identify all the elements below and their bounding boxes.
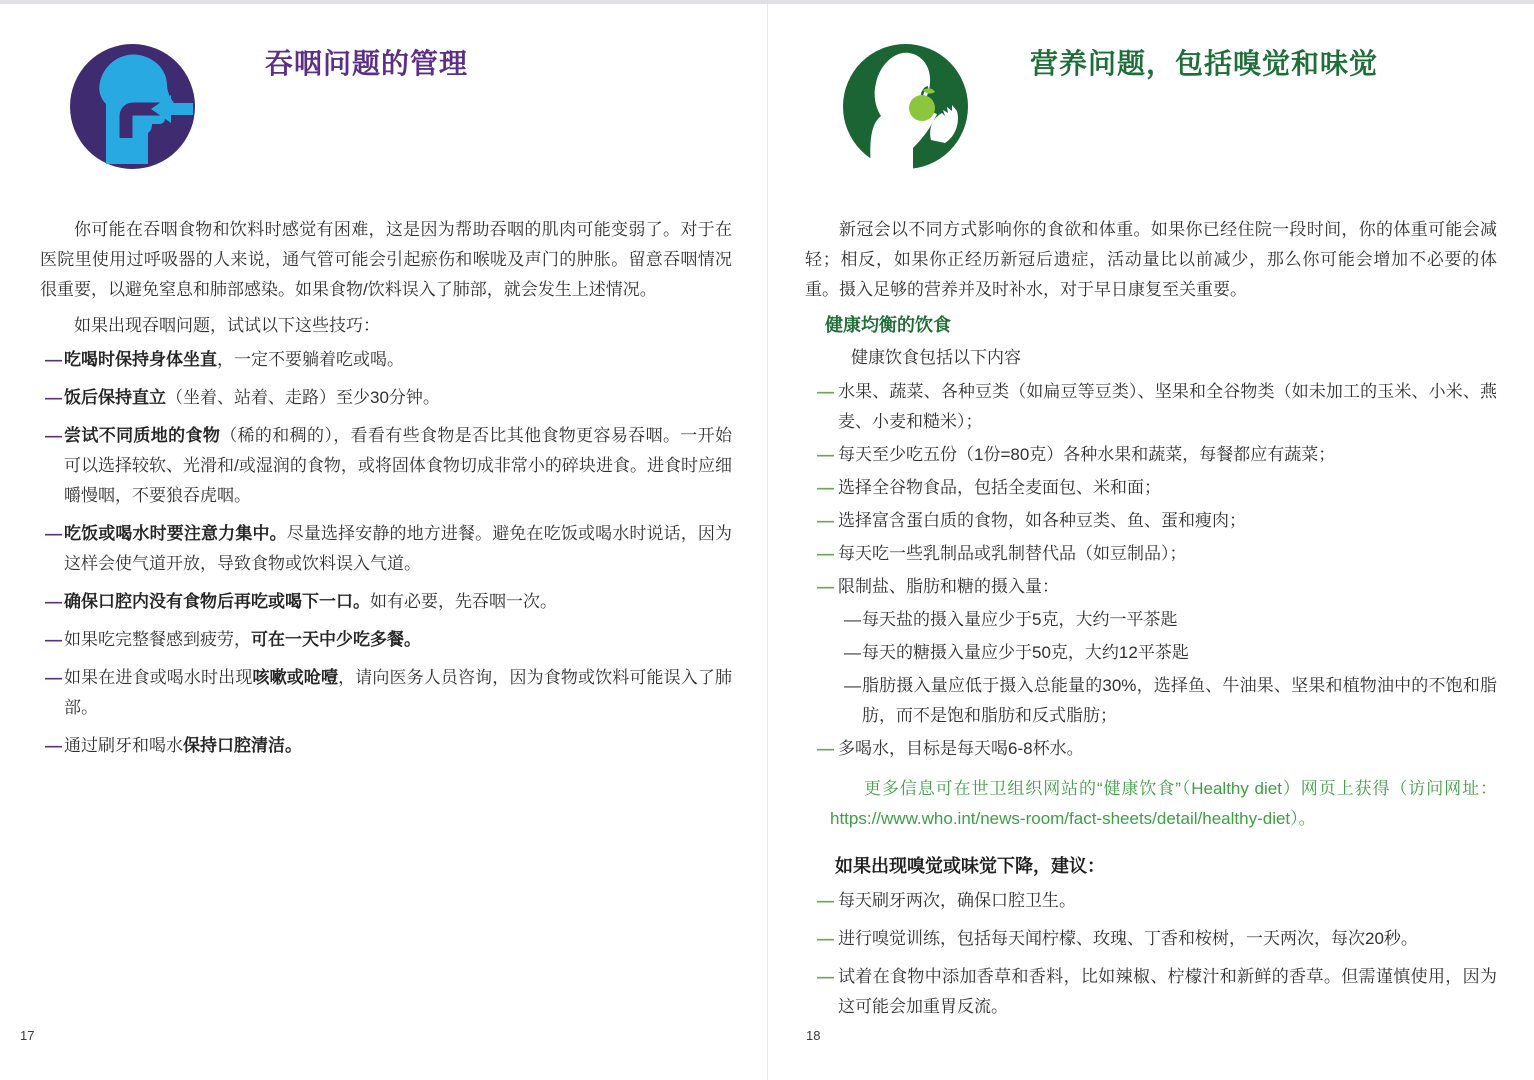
- swallowing-head-icon: [70, 44, 195, 169]
- smell-taste-heading: 如果出现嗅觉或味觉下降，建议：: [835, 856, 1105, 876]
- page-17-swallowing: [40, 40, 732, 769]
- dash-bullet-icon: —: [45, 630, 62, 649]
- dash-bullet-icon: —: [45, 736, 62, 755]
- dash-sub-bullet-icon: —: [844, 676, 861, 695]
- dash-bullet-icon: —: [817, 577, 834, 596]
- salt-sub-item: [805, 605, 1497, 635]
- smell-text: 进行嗅觉训练，包括每天闻柠檬、玫瑰、丁香和桉树，一天两次，每次20秒。: [838, 929, 1418, 948]
- tip-text: 尝试不同质地的食物（稀的和稠的），看看有些食物是否比其他食物更容易吞咽。一开始可以选择较软、光滑和/或湿润的食物，或将固体食物切成非常小的碎块进食。进食时应细嚼慢咽，不要狼吞虎咽。: [64, 426, 733, 505]
- dash-sub-bullet-icon: —: [844, 610, 861, 629]
- tip-item-1: [40, 345, 732, 375]
- dash-bullet-icon: —: [817, 445, 834, 464]
- page-divider-line: [767, 4, 768, 1080]
- diet-item-3: [805, 473, 1497, 503]
- tip-item-8: [40, 731, 732, 761]
- intro-paragraph: 新冠会以不同方式影响你的食欲和体重。如果你已经住院一段时间，你的体重可能会减轻；相反，如果你正经历新冠后遗症，活动量比以前减少，那么你可能会增加不必要的体重。摄入足够的营养并及时补水，对于早日康复至关重要。: [805, 220, 1497, 299]
- sub-text: 每天盐的摄入量应少于5克，大约一平茶匙: [862, 610, 1178, 629]
- dash-bullet-icon: —: [45, 350, 62, 369]
- who-healthy-diet-link-text: 更多信息可在世卫组织网站的“健康饮食”（Healthy diet）网页上获得（访问网址：https://www.who.int/news-room/fact-sheets/detail/healthy-diet）。: [830, 779, 1497, 828]
- tip-text: 如果在进食或喝水时出现咳嗽或呛噎，请向医务人员咨询，因为食物或饮料可能误入了肺部。: [64, 668, 733, 717]
- dash-sub-bullet-icon: —: [844, 643, 861, 662]
- tip-text: 通过刷牙和喝水保持口腔清洁。: [64, 736, 302, 755]
- tip-item-5: [40, 587, 732, 617]
- diet-text: 选择富含蛋白质的食物，如各种豆类、鱼、蛋和瘦肉；: [838, 511, 1246, 530]
- dash-bullet-icon: —: [45, 668, 62, 687]
- diet-item-2: [805, 440, 1497, 470]
- page-title-nutrition: 营养问题，包括嗅觉和味觉: [1030, 48, 1379, 79]
- dash-bullet-icon: —: [817, 929, 834, 948]
- page-18-header: [805, 40, 1497, 215]
- dash-bullet-icon: —: [817, 511, 834, 530]
- tips-lead-line: 如果出现吞咽问题，试试以下这些技巧：: [74, 316, 380, 335]
- dash-bullet-icon: —: [45, 592, 62, 611]
- page-number-18: 18: [806, 1028, 821, 1043]
- diet-lead-line: 健康饮食包括以下内容: [851, 348, 1021, 367]
- smell-item-3: [805, 962, 1497, 1022]
- tip-item-2: [40, 383, 732, 413]
- page-17-header: [40, 40, 732, 215]
- diet-item-1: [805, 377, 1497, 437]
- sub-text: 每天的糖摄入量应少于50克，大约12平茶匙: [862, 643, 1189, 662]
- dash-bullet-icon: —: [45, 524, 62, 543]
- person-eating-apple-icon: [843, 44, 968, 169]
- diet-item-4: [805, 506, 1497, 536]
- tip-text: 饭后保持直立（坐着、站着、走路）至少30分钟。: [64, 388, 440, 407]
- fat-sub-item: [805, 671, 1497, 731]
- page-title-swallowing: 吞咽问题的管理: [265, 48, 469, 79]
- dash-bullet-icon: —: [45, 426, 62, 445]
- tip-text: 吃饭或喝水时要注意力集中。尽量选择安静的地方进餐。避免在吃饭或喝水时说话，因为这样会使气道开放，导致食物或饮料误入气道。: [64, 524, 733, 573]
- smell-text: 试着在食物中添加香草和香料，比如辣椒、柠檬汁和新鲜的香草。但需谨慎使用，因为这可能会加重胃反流。: [838, 967, 1497, 1016]
- diet-text: 每天吃一些乳制品或乳制替代品（如豆制品）；: [838, 544, 1187, 563]
- healthy-diet-heading: 健康均衡的饮食: [825, 315, 951, 335]
- tip-item-7: [40, 663, 732, 723]
- tip-text: 如果吃完整餐感到疲劳，可在一天中少吃多餐。: [64, 630, 421, 649]
- tip-item-3: [40, 421, 732, 511]
- diet-item-5: [805, 539, 1497, 569]
- dash-bullet-icon: —: [817, 891, 834, 910]
- diet-item-6: [805, 572, 1497, 602]
- tip-item-6: [40, 625, 732, 655]
- water-text: 多喝水，目标是每天喝6-8杯水。: [838, 739, 1084, 758]
- water-item: [805, 734, 1497, 764]
- dash-bullet-icon: —: [817, 478, 834, 497]
- sugar-sub-item: [805, 638, 1497, 668]
- smell-item-1: [805, 886, 1497, 916]
- sub-text: 脂肪摄入量应低于摄入总能量的30%，选择鱼、牛油果、坚果和植物油中的不饱和脂肪，而不是饱和脂肪和反式脂肪；: [862, 676, 1497, 725]
- dash-bullet-icon: —: [45, 388, 62, 407]
- page-18-nutrition: [805, 40, 1497, 1025]
- tip-item-4: [40, 519, 732, 579]
- dash-bullet-icon: —: [817, 382, 834, 401]
- smell-item-2: [805, 924, 1497, 954]
- dash-bullet-icon: —: [817, 967, 834, 986]
- intro-paragraph: 你可能在吞咽食物和饮料时感觉有困难，这是因为帮助吞咽的肌肉可能变弱了。对于在医院里使用过呼吸器的人来说，通气管可能会引起瘀伤和喉咙及声门的肿胀。留意吞咽情况很重要，以避免窒息和肺部感染。如果食物/饮料误入了肺部，就会发生上述情况。: [40, 220, 732, 299]
- page-number-17: 17: [20, 1028, 35, 1043]
- tip-text: 确保口腔内没有食物后再吃或喝下一口。如有必要，先吞咽一次。: [64, 592, 557, 611]
- diet-text: 限制盐、脂肪和糖的摄入量：: [838, 577, 1059, 596]
- tip-text: 吃喝时保持身体坐直，一定不要躺着吃或喝。: [64, 350, 404, 369]
- diet-text: 水果、蔬菜、各种豆类（如扁豆等豆类）、坚果和全谷物类（如未加工的玉米、小米、燕麦、小麦和糙米）；: [838, 382, 1497, 431]
- dash-bullet-icon: —: [817, 544, 834, 563]
- diet-text: 每天至少吃五份（1份=80克）各种水果和蔬菜，每餐都应有蔬菜；: [838, 445, 1336, 464]
- smell-text: 每天刷牙两次，确保口腔卫生。: [838, 891, 1076, 910]
- diet-text: 选择全谷物食品，包括全麦面包、米和面；: [838, 478, 1161, 497]
- dash-bullet-icon: —: [817, 739, 834, 758]
